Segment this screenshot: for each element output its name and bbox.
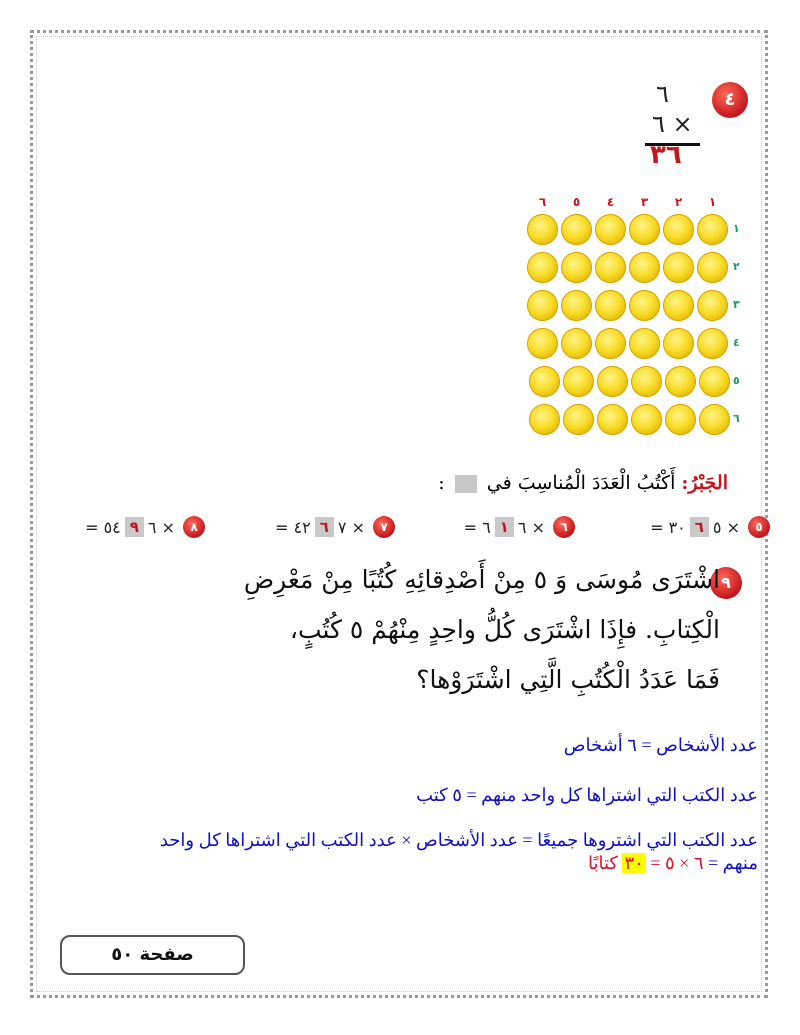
- multiplicand: ٦: [656, 80, 669, 108]
- coin: [631, 366, 662, 397]
- equation-7: = ٤٢ ٦ ٧ × ٧: [275, 513, 395, 541]
- coin: [697, 328, 728, 359]
- coin: [663, 214, 694, 245]
- equation-6: = ٦ ١ ٦ × ٦: [464, 513, 575, 541]
- coin: [595, 252, 626, 283]
- coin: [561, 252, 592, 283]
- coin: [561, 214, 592, 245]
- coin: [697, 214, 728, 245]
- answer-box: ٩: [125, 517, 144, 537]
- column-label: ٥: [572, 195, 581, 209]
- coin: [629, 290, 660, 321]
- equation-badge: ٧: [373, 516, 395, 538]
- equation-8: = ٥٤ ٩ ٦ × ٨: [85, 513, 205, 541]
- column-label: ٤: [606, 195, 615, 209]
- solution-line-4: منهم = ٦ × ٥ = ٣٠ كتابًا: [588, 853, 758, 873]
- problem-9-line-1: اشْتَرَى مُوسَى وَ ٥ مِنْ أَصْدِقائِهِ كُتُبًا مِنْ مَعْرِضِ: [243, 565, 720, 594]
- algebra-text: أَكْتُبُ الْعَدَدَ الْمُناسِبَ في: [486, 472, 676, 494]
- coin: [527, 290, 558, 321]
- coin: [595, 290, 626, 321]
- coin: [699, 404, 730, 435]
- coin: [697, 290, 728, 321]
- column-label: ٣: [640, 195, 649, 209]
- coin: [527, 214, 558, 245]
- coin: [563, 404, 594, 435]
- coin: [561, 328, 592, 359]
- solution-line-1: عدد الأشخاص = ٦ أشخاص: [563, 735, 758, 755]
- row-label: ٥: [733, 374, 740, 387]
- row-label: ٦: [733, 412, 740, 425]
- coin: [597, 366, 628, 397]
- multiplier-line: ٦ ×: [652, 110, 693, 138]
- problem-9-line-3: فَمَا عَدَدُ الْكُتُبِ الَّتِي اشْتَرَوْها؟: [416, 665, 720, 694]
- coin: [629, 214, 660, 245]
- problem-4-badge: ٤: [712, 82, 748, 118]
- coin: [597, 404, 628, 435]
- coin: [629, 328, 660, 359]
- coin: [697, 252, 728, 283]
- row-label: ٣: [733, 298, 740, 311]
- answer-box: ٦: [690, 517, 709, 537]
- coin: [699, 366, 730, 397]
- equations-row: [30, 513, 770, 543]
- solution-line-3: عدد الكتب التي اشتروها جميعًا = عدد الأشخاص × عدد الكتب التي اشتراها كل واحد: [159, 830, 758, 850]
- coin: [663, 290, 694, 321]
- row-label: ٢: [733, 260, 740, 273]
- answer-box: ١: [495, 517, 514, 537]
- equation-5: = ٣٠ ٦ ٥ × ٥: [650, 513, 770, 541]
- coin: [665, 404, 696, 435]
- equation-badge: ٨: [183, 516, 205, 538]
- coin: [563, 366, 594, 397]
- coin: [529, 404, 560, 435]
- coin: [529, 366, 560, 397]
- blank-box: [455, 475, 477, 493]
- equation-badge: ٦: [553, 516, 575, 538]
- algebra-instruction: [0, 472, 800, 494]
- column-label: ٦: [538, 195, 547, 209]
- solution-line-2: عدد الكتب التي اشتراها كل واحد منهم = ٥ كتب: [416, 785, 758, 805]
- page-number-tab: صفحة ٥٠: [60, 935, 245, 975]
- column-label: ١: [708, 195, 717, 209]
- coin: [561, 290, 592, 321]
- coin: [631, 404, 662, 435]
- row-label: ٤: [733, 336, 740, 349]
- column-label: ٢: [674, 195, 683, 209]
- coin: [663, 252, 694, 283]
- coin: [629, 252, 660, 283]
- algebra-label: الجَبْرُ:: [681, 472, 728, 494]
- final-answer: ٣٠: [624, 853, 644, 873]
- answer-box: ٦: [315, 517, 334, 537]
- coin: [665, 366, 696, 397]
- multiplication-result: ٣٦: [650, 140, 682, 170]
- coin: [595, 328, 626, 359]
- coin: [527, 252, 558, 283]
- row-label: ١: [733, 222, 740, 235]
- equation-badge: ٥: [748, 516, 770, 538]
- coin: [527, 328, 558, 359]
- algebra-colon: :: [438, 472, 445, 494]
- problem-9-badge: ٩: [710, 567, 742, 599]
- coin: [595, 214, 626, 245]
- problem-9-line-2: الْكِتابِ. فإِذَا اشْتَرَى كُلُّ واحِدٍ مِنْهُمْ ٥ كُتُبٍ،: [289, 615, 720, 644]
- coin: [663, 328, 694, 359]
